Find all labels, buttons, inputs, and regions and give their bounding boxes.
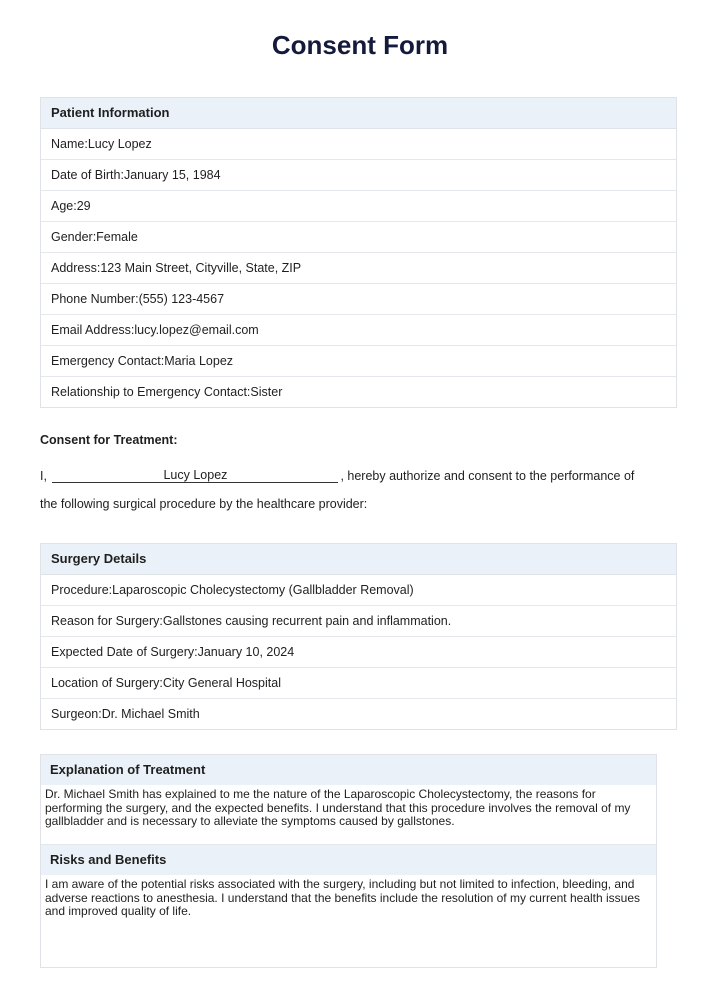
patient-name-row bbox=[41, 129, 676, 160]
patient-dob-value: January 15, 1984 bbox=[123, 168, 221, 182]
patient-info-table bbox=[40, 97, 677, 408]
emergency-relationship-value: Sister bbox=[250, 385, 283, 399]
patient-info-header: Patient Information bbox=[41, 98, 676, 129]
procedure-row bbox=[41, 575, 676, 606]
patient-email-row bbox=[41, 315, 676, 346]
patient-email-value: lucy.lopez@email.com bbox=[134, 323, 259, 337]
explanation-risks-panel bbox=[40, 754, 657, 968]
patient-name-value: Lucy Lopez bbox=[87, 137, 152, 151]
page-title: Consent Form bbox=[271, 30, 449, 60]
consent-name-blank: Lucy Lopez bbox=[52, 468, 338, 483]
row-label: Emergency Contact: bbox=[51, 354, 165, 368]
emergency-contact-value: Maria Lopez bbox=[164, 354, 234, 368]
row-label: Procedure: bbox=[51, 583, 113, 597]
emergency-contact-row bbox=[41, 346, 676, 377]
patient-phone-value: (555) 123-4567 bbox=[138, 292, 225, 306]
explanation-header: Explanation of Treatment bbox=[41, 755, 656, 785]
row-label: Expected Date of Surgery: bbox=[51, 645, 198, 659]
patient-address-row bbox=[41, 253, 676, 284]
patient-dob-row bbox=[41, 160, 676, 191]
patient-age-value: 29 bbox=[76, 199, 91, 213]
consent-statement-line2: the following surgical procedure by the healthcare provider: bbox=[40, 497, 368, 511]
reason-row bbox=[41, 606, 676, 637]
surgery-details-table bbox=[40, 543, 677, 730]
surgery-details-header: Surgery Details bbox=[41, 544, 676, 575]
location-value: City General Hospital bbox=[162, 676, 281, 690]
expected-date-row bbox=[41, 637, 676, 668]
row-label: Relationship to Emergency Contact: bbox=[51, 385, 251, 399]
emergency-relationship-row bbox=[41, 377, 676, 407]
reason-value: Gallstones causing recurrent pain and inflammation. bbox=[162, 614, 452, 628]
row-label: Surgeon: bbox=[51, 707, 102, 721]
risks-text: I am aware of the potential risks associated with the surgery, including but not limited to infection, bleeding, and adverse reactions to anesthesia. I understand that the benefits include the resolution of my current health issues and improved quality of life. bbox=[45, 877, 641, 918]
patient-gender-row bbox=[41, 222, 676, 253]
row-label: Location of Surgery: bbox=[51, 676, 163, 690]
consent-heading: Consent for Treatment: bbox=[40, 433, 178, 447]
patient-gender-value: Female bbox=[96, 230, 138, 244]
row-label: Date of Birth: bbox=[51, 168, 124, 182]
risks-header: Risks and Benefits bbox=[41, 845, 656, 875]
patient-phone-row bbox=[41, 284, 676, 315]
consent-prefix: I, bbox=[40, 469, 47, 483]
explanation-text: Dr. Michael Smith has explained to me the nature of the Laparoscopic Cholecystectomy, the reasons for performing the surgery, and the expected benefits. I understand that this procedure involves the removal of my gallbladder and is necessary to alleviate the symptoms caused by gallstones. bbox=[41, 785, 656, 845]
surgeon-value: Dr. Michael Smith bbox=[101, 707, 200, 721]
row-label: Gender: bbox=[51, 230, 97, 244]
expected-date-value: January 10, 2024 bbox=[197, 645, 295, 659]
row-label: Address: bbox=[51, 261, 101, 275]
row-label: Reason for Surgery: bbox=[51, 614, 163, 628]
row-label: Name: bbox=[51, 137, 88, 151]
row-label: Age: bbox=[51, 199, 77, 213]
procedure-value: Laparoscopic Cholecystectomy (Gallbladder Removal) bbox=[112, 583, 414, 597]
row-label: Phone Number: bbox=[51, 292, 139, 306]
location-row bbox=[41, 668, 676, 699]
consent-suffix: , hereby authorize and consent to the performance of bbox=[340, 469, 635, 483]
patient-address-value: 123 Main Street, Cityville, State, ZIP bbox=[100, 261, 302, 275]
patient-age-row bbox=[41, 191, 676, 222]
surgeon-row bbox=[41, 699, 676, 729]
consent-statement bbox=[40, 469, 680, 484]
row-label: Email Address: bbox=[51, 323, 135, 337]
